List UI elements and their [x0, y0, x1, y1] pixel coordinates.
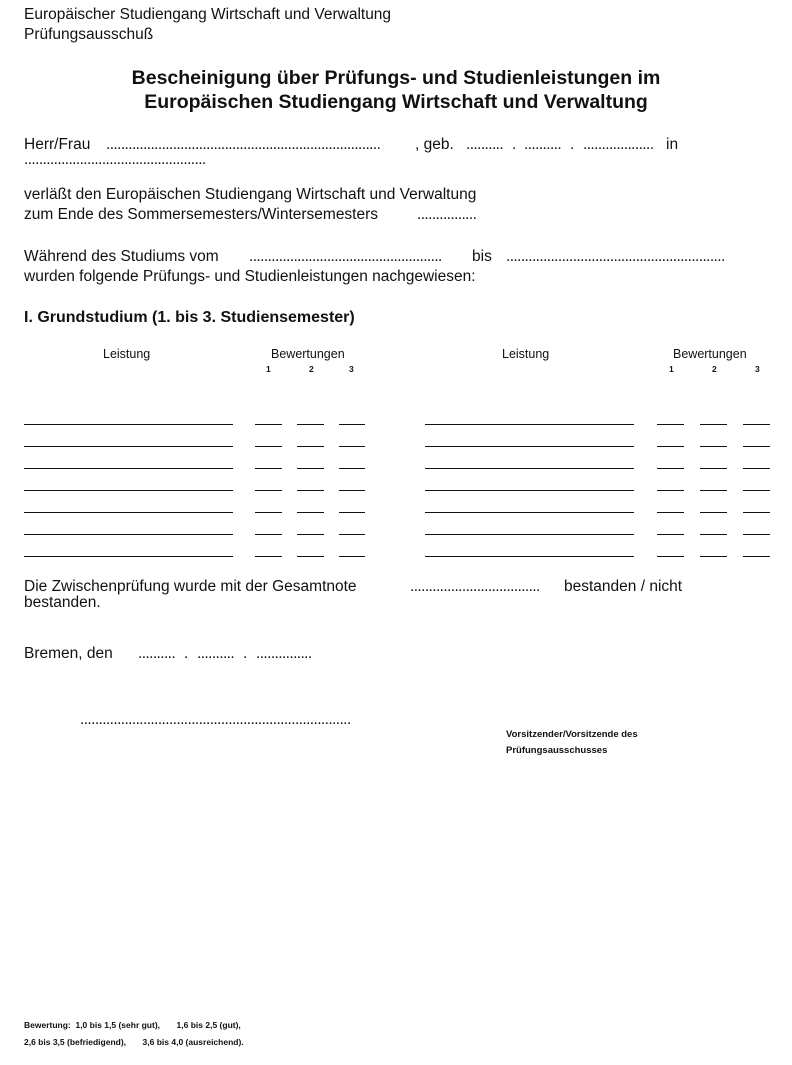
left-grade-3-line[interactable]	[339, 446, 365, 447]
right-grade-1-line[interactable]	[657, 534, 684, 535]
signature-role-line1: Vorsitzender/Vorsitzende des	[506, 729, 638, 740]
right-grade-3-line[interactable]	[743, 424, 770, 425]
left-grade-1-line[interactable]	[255, 424, 282, 425]
date-day-blank[interactable]: ..........	[138, 645, 176, 662]
result-statement: Die Zwischenprüfung wurde mit der Gesamtnote	[24, 578, 357, 595]
left-grade-2-line[interactable]	[297, 490, 324, 491]
right-grade-3-line[interactable]	[743, 512, 770, 513]
right-grade-3-line[interactable]	[743, 446, 770, 447]
right-grade-2-line[interactable]	[700, 468, 727, 469]
left-grade-2-line[interactable]	[297, 446, 324, 447]
place-date-label: Bremen, den	[24, 645, 113, 662]
period-from-blank[interactable]: ....................................................	[249, 248, 442, 265]
semester-blank[interactable]: ................	[417, 206, 477, 223]
right-grades-header: Bewertungen	[673, 347, 747, 361]
right-grade-number: 3	[755, 364, 760, 374]
achievements-statement: wurden folgende Prüfungs- und Studienleistungen nachgewiesen:	[24, 268, 476, 285]
left-grade-3-line[interactable]	[339, 556, 365, 557]
left-grade-1-line[interactable]	[255, 468, 282, 469]
signature-line[interactable]: .........................................................................	[80, 711, 351, 728]
right-grade-1-line[interactable]	[657, 512, 684, 513]
right-grade-1-line[interactable]	[657, 446, 684, 447]
left-grade-2-line[interactable]	[297, 468, 324, 469]
right-achievement-line[interactable]	[425, 512, 634, 513]
left-grades-header: Bewertungen	[271, 347, 345, 361]
birthplace-blank[interactable]: .................................................	[24, 151, 206, 168]
right-grade-2-line[interactable]	[700, 446, 727, 447]
period-to-blank[interactable]: ...........................................................	[506, 248, 725, 265]
right-achievement-line[interactable]	[425, 424, 634, 425]
dot-separator: .	[570, 136, 575, 153]
left-grade-3-line[interactable]	[339, 490, 365, 491]
birthplace-label: in	[666, 136, 679, 153]
document-title-line1: Bescheinigung über Prüfungs- und Studienleistungen im	[131, 67, 661, 89]
left-grade-3-line[interactable]	[339, 534, 365, 535]
institution-name: Europäischer Studiengang Wirtschaft und Verwaltung	[24, 6, 392, 23]
left-grade-2-line[interactable]	[297, 424, 324, 425]
right-grade-number: 1	[669, 364, 674, 374]
left-grade-2-line[interactable]	[297, 512, 324, 513]
right-achievement-line[interactable]	[425, 534, 634, 535]
right-achievement-line[interactable]	[425, 468, 634, 469]
left-grade-1-line[interactable]	[255, 556, 282, 557]
right-grade-1-line[interactable]	[657, 556, 684, 557]
passed-failed-options: bestanden / nicht	[564, 578, 683, 595]
left-grade-3-line[interactable]	[339, 468, 365, 469]
birth-label: , geb.	[415, 136, 454, 153]
right-grade-3-line[interactable]	[743, 534, 770, 535]
right-grade-1-line[interactable]	[657, 468, 684, 469]
signature-role-line2: Prüfungsausschusses	[506, 745, 608, 756]
right-achievement-line[interactable]	[425, 556, 634, 557]
left-achievement-line[interactable]	[24, 446, 233, 447]
left-grade-2-line[interactable]	[297, 556, 324, 557]
semester-statement: zum Ende des Sommersemesters/Wintersemesters	[24, 206, 379, 223]
grading-scale-line2: 2,6 bis 3,5 (befriedigend), 3,6 bis 4,0 (ausreichend).	[24, 1037, 244, 1047]
date-year-blank[interactable]: ...............	[256, 645, 312, 662]
grading-scale-line1: Bewertung: 1,0 bis 1,5 (sehr gut), 1,6 bis 2,5 (gut),	[24, 1020, 241, 1030]
right-grade-2-line[interactable]	[700, 534, 727, 535]
right-grade-3-line[interactable]	[743, 556, 770, 557]
birth-day-blank[interactable]: ..........	[466, 136, 504, 153]
right-achievement-line[interactable]	[425, 446, 634, 447]
left-grade-number: 3	[349, 364, 354, 374]
right-grade-3-line[interactable]	[743, 490, 770, 491]
right-grade-2-line[interactable]	[700, 512, 727, 513]
period-from-label: Während des Studiums vom	[24, 248, 219, 265]
left-achievement-header: Leistung	[103, 347, 151, 361]
left-grade-3-line[interactable]	[339, 512, 365, 513]
dot-separator: .	[184, 645, 189, 662]
left-achievement-line[interactable]	[24, 468, 233, 469]
left-grade-3-line[interactable]	[339, 424, 365, 425]
person-label: Herr/Frau	[24, 136, 91, 153]
passed-failed-continuation: bestanden.	[24, 594, 101, 611]
right-grade-3-line[interactable]	[743, 468, 770, 469]
left-achievement-line[interactable]	[24, 424, 233, 425]
left-grade-number: 2	[309, 364, 314, 374]
right-grade-1-line[interactable]	[657, 490, 684, 491]
leave-statement: verläßt den Europäischen Studiengang Wirtschaft und Verwaltung	[24, 186, 477, 203]
right-achievement-line[interactable]	[425, 490, 634, 491]
dot-separator: .	[243, 645, 248, 662]
left-grade-number: 1	[266, 364, 271, 374]
right-grade-1-line[interactable]	[657, 424, 684, 425]
period-to-label: bis	[472, 248, 492, 265]
left-grade-1-line[interactable]	[255, 512, 282, 513]
left-grade-1-line[interactable]	[255, 490, 282, 491]
date-month-blank[interactable]: ..........	[197, 645, 235, 662]
birth-year-blank[interactable]: ...................	[583, 136, 654, 153]
left-achievement-line[interactable]	[24, 534, 233, 535]
committee-name: Prüfungsausschuß	[24, 26, 154, 43]
left-achievement-line[interactable]	[24, 490, 233, 491]
left-achievement-line[interactable]	[24, 556, 233, 557]
right-grade-2-line[interactable]	[700, 556, 727, 557]
birth-month-blank[interactable]: ..........	[524, 136, 562, 153]
name-blank[interactable]: ..........................................................................	[106, 136, 381, 153]
overall-grade-blank[interactable]: ...................................	[410, 578, 540, 595]
document-title-line2: Europäischen Studiengang Wirtschaft und Verwaltung	[144, 91, 648, 113]
left-grade-1-line[interactable]	[255, 534, 282, 535]
left-achievement-line[interactable]	[24, 512, 233, 513]
left-grade-1-line[interactable]	[255, 446, 282, 447]
right-grade-2-line[interactable]	[700, 490, 727, 491]
right-achievement-header: Leistung	[502, 347, 550, 361]
right-grade-2-line[interactable]	[700, 424, 727, 425]
right-grade-number: 2	[712, 364, 717, 374]
left-grade-2-line[interactable]	[297, 534, 324, 535]
section-heading: I. Grundstudium (1. bis 3. Studiensemester)	[24, 309, 355, 326]
dot-separator: .	[512, 136, 517, 153]
